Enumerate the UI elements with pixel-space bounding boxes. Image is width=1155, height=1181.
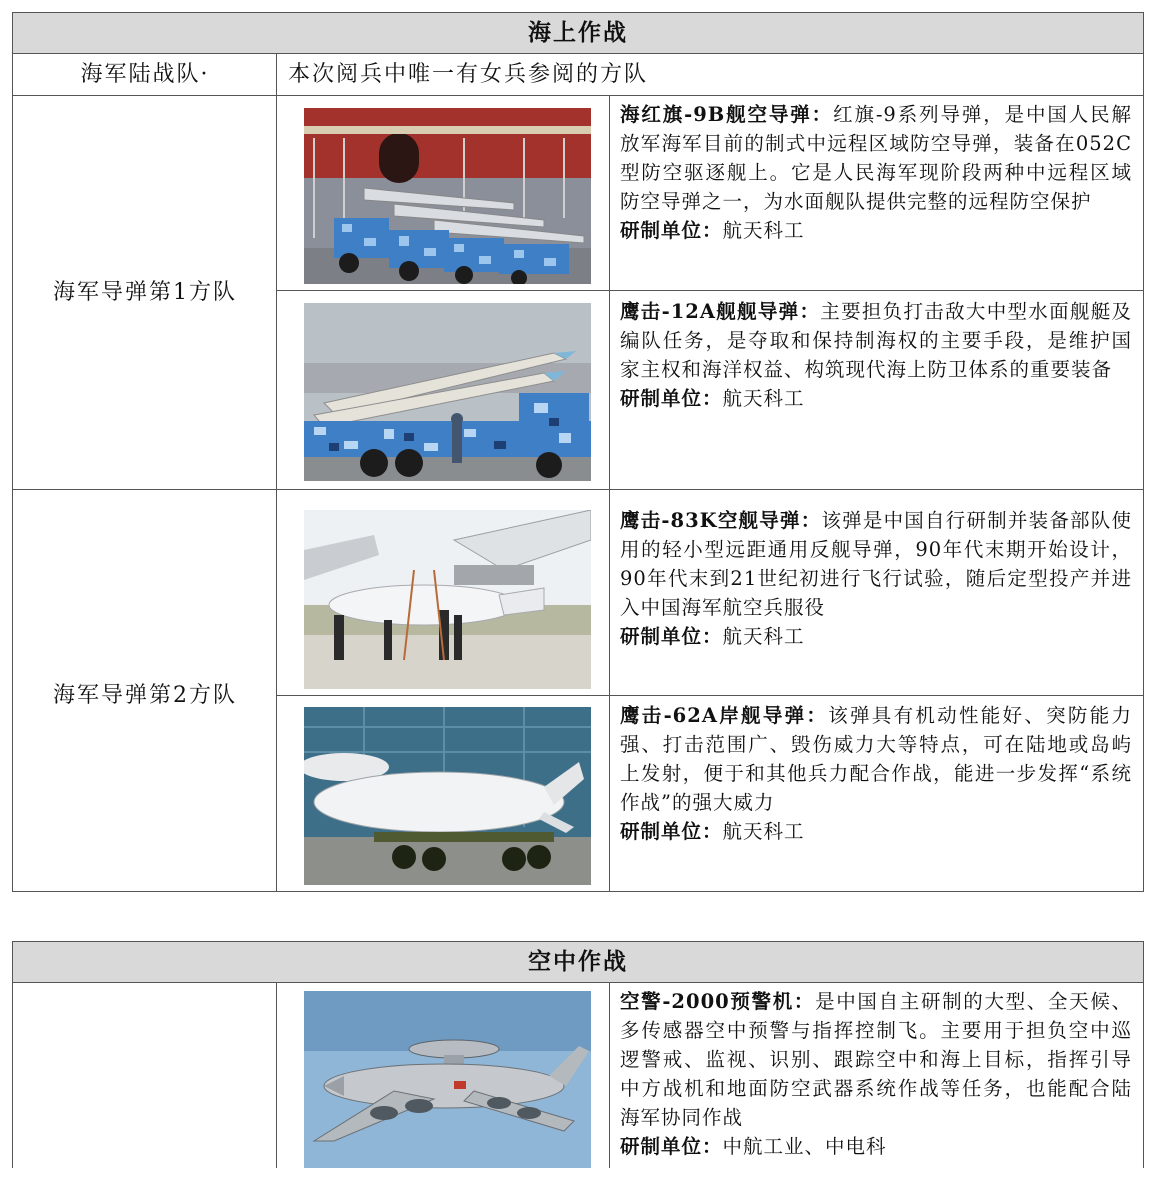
table-rule xyxy=(1143,983,1144,1168)
item-description xyxy=(620,987,1132,1161)
unit-label-missile-1: 海军导弹第1方队 xyxy=(53,280,237,305)
developer-label: 研制单位： xyxy=(620,1135,723,1158)
item-description xyxy=(620,506,1132,651)
developer-label: 研制单位： xyxy=(620,820,723,843)
item-text: 主要担负打击敌大中型水面舰艇及编队任务，是夺取和保持制海权的主要手段，是维护国家主权和海洋权益、构筑现代海上防卫体系的重要装备 xyxy=(620,300,1132,381)
unit-label-missile-2: 海军导弹第2方队 xyxy=(53,683,237,708)
missile-launcher-trucks-photo xyxy=(304,108,591,284)
missile-transporter-photo xyxy=(304,303,591,481)
intro-note: 本次阅兵中唯一有女兵参阅的方队 xyxy=(288,62,649,87)
section-header-air xyxy=(12,941,1144,983)
item-text: 该弹是中国自行研制并装备部队使用的轻小型远距通用反舰导弹，90年代末期开始设计，90年代末到21世纪初进行飞行试验，随后定型投产并进入中国海军航空兵服役 xyxy=(620,509,1132,619)
developer-value: 航天科工 xyxy=(722,625,805,648)
table-rule xyxy=(12,983,13,1168)
awacs-aircraft-photo xyxy=(304,991,591,1168)
developer-label: 研制单位： xyxy=(620,219,723,242)
item-name: 鹰击-83K空舰导弹： xyxy=(620,509,822,532)
table-rule xyxy=(277,695,1144,696)
item-name: 海红旗-9B舰空导弹： xyxy=(620,103,834,126)
developer-value: 航天科工 xyxy=(722,387,805,410)
table-rule xyxy=(12,95,1144,96)
item-description xyxy=(620,100,1132,245)
item-text: 是中国自主研制的大型、全天候、多传感器空中预警与指挥控制飞。主要用于担负空中巡逻警戒、监视、识别、跟踪空中和海上目标，指挥引导中方战机和地面防空武器系统作战等任务，也能配合陆海军协同作战 xyxy=(620,990,1132,1129)
item-description xyxy=(620,701,1132,846)
table-rule xyxy=(12,489,1144,490)
developer-value: 航天科工 xyxy=(722,219,805,242)
item-name: 鹰击-12A舰舰导弹： xyxy=(620,300,821,323)
table-rule xyxy=(609,983,610,1168)
table-rule xyxy=(276,983,277,1168)
unit-label-marines: 海军陆战队· xyxy=(80,62,210,87)
table-rule xyxy=(609,95,610,891)
shore-missile-photo xyxy=(304,707,591,885)
table-rule xyxy=(277,290,1144,291)
table-rule xyxy=(12,891,1144,892)
item-name: 鹰击-62A岸舰导弹： xyxy=(620,704,829,727)
air-launched-missile-photo xyxy=(304,510,591,689)
section-title: 空中作战 xyxy=(528,948,628,975)
item-text: 红旗-9系列导弹，是中国人民解放军海军目前的制式中远程区域防空导弹，装备在052C型防空驱逐舰上。它是人民海军现阶段两种中远程区域防空导弹之一，为水面舰队提供完整的远程防空保护 xyxy=(620,103,1132,213)
section-header-sea xyxy=(12,12,1144,54)
developer-label: 研制单位： xyxy=(620,387,723,410)
item-text: 该弹具有机动性能好、突防能力强、打击范围广、毁伤威力大等特点，可在陆地或岛屿上发射，便于和其他兵力配合作战，能进一步发挥“系统作战”的强大威力 xyxy=(620,704,1132,814)
section-title: 海上作战 xyxy=(528,19,628,46)
table-rule xyxy=(1143,54,1144,892)
item-description xyxy=(620,297,1132,413)
item-name: 空警-2000预警机： xyxy=(620,990,816,1013)
table-rule xyxy=(276,54,277,892)
developer-value: 中航工业、中电科 xyxy=(722,1135,887,1158)
developer-label: 研制单位： xyxy=(620,625,723,648)
developer-value: 航天科工 xyxy=(722,820,805,843)
table-rule xyxy=(12,54,13,892)
